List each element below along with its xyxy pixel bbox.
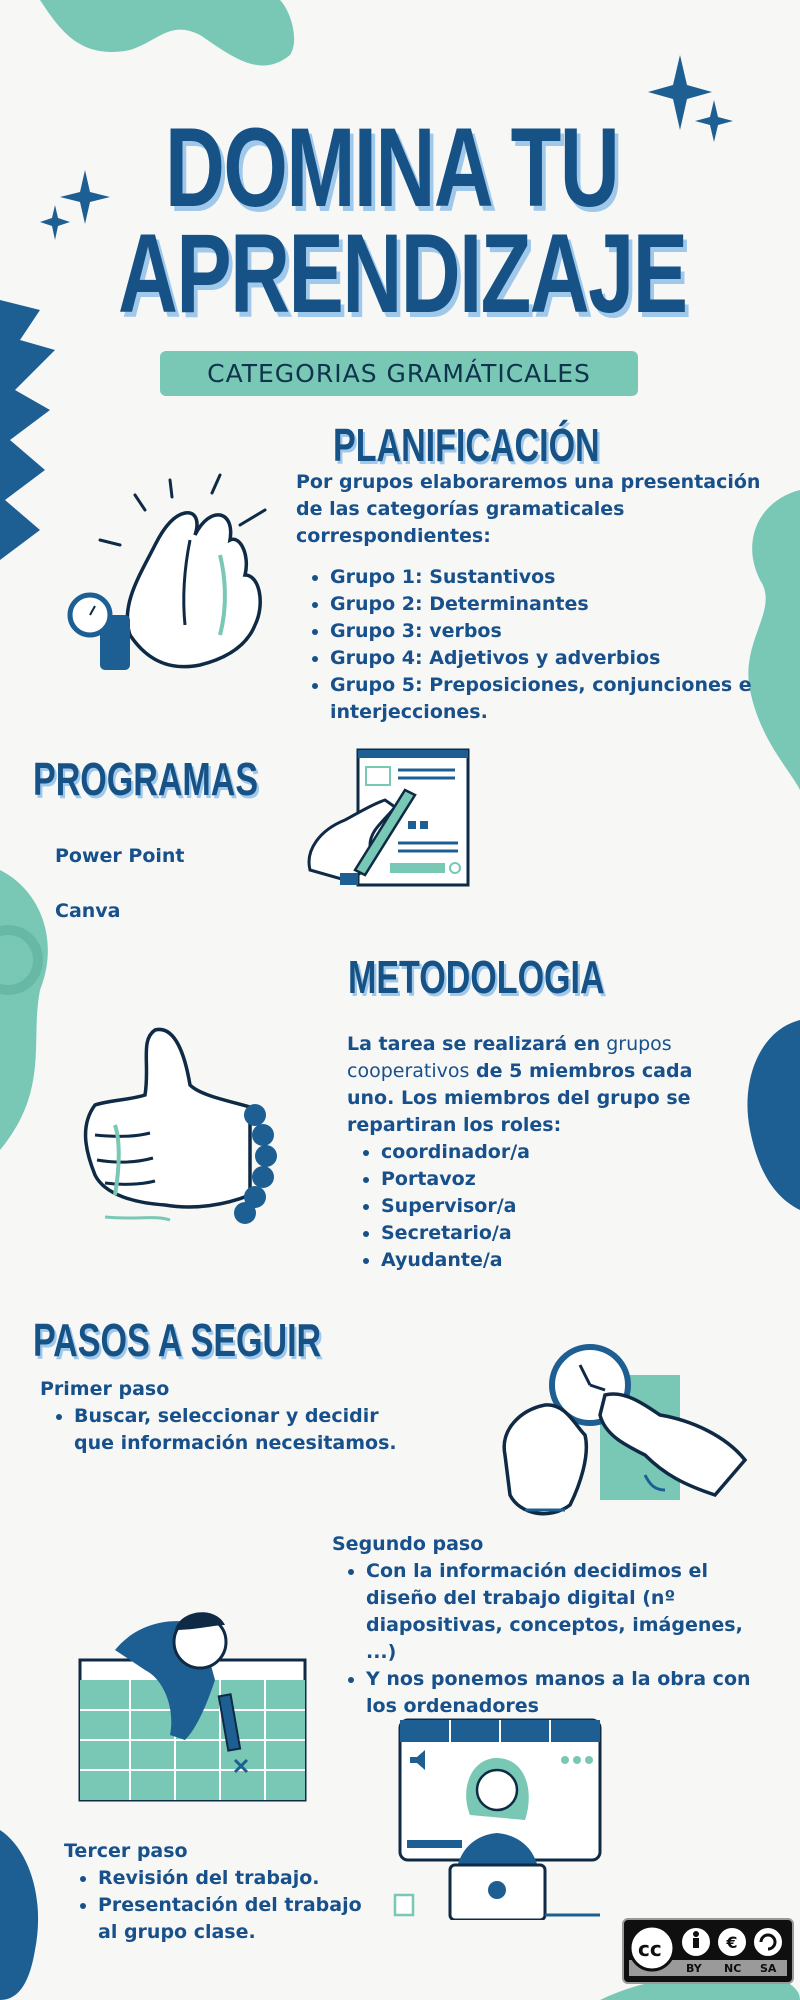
list-item: • coordinador/a: [381, 1139, 697, 1166]
thumbs-up-icon: [75, 1025, 290, 1235]
step1-label: Primer paso: [40, 1378, 170, 1400]
clock-hands-icon: [495, 1335, 750, 1525]
list-item: • Con la información decidimos el diseño del trabajo digital (nº diapositivas, conceptos, imágenes, ...): [366, 1558, 752, 1666]
page-title-line1: DOMINA TU: [165, 105, 619, 230]
right-navy-shape: [747, 1020, 800, 1210]
intro-bold-1: La tarea se realizará en: [347, 1033, 601, 1055]
step2-list: [332, 1558, 752, 1720]
list-item: • Secretario/a: [381, 1220, 697, 1247]
program-item-powerpoint: Power Point: [55, 845, 185, 867]
list-item: • Grupo 3: verbos: [330, 618, 766, 645]
list-item: • Ayudante/a: [381, 1247, 697, 1274]
top-blob: [40, 0, 294, 65]
list-item: • Y nos ponemos manos a la obra con los ordenadores: [366, 1666, 752, 1720]
program-item-canva: Canva: [55, 900, 121, 922]
list-item: • Grupo 4: Adjetivos y adverbios: [330, 645, 766, 672]
cc-sa-label: SA: [760, 1962, 777, 1975]
list-item: • Presentación del trabajo al grupo clase.: [98, 1892, 384, 1946]
step1-list: [40, 1403, 400, 1457]
step2-label: Segundo paso: [332, 1533, 484, 1555]
list-item: • Grupo 2: Determinantes: [330, 591, 766, 618]
bottom-left-navy: [0, 1830, 38, 2000]
step3-label: Tercer paso: [64, 1840, 188, 1862]
step3-block: [64, 1838, 384, 1946]
left-teal-shape: [0, 870, 48, 1150]
list-item: • Grupo 1: Sustantivos: [330, 564, 766, 591]
list-item: • Revisión del trabajo.: [98, 1865, 384, 1892]
metodologia-intro: [347, 1031, 697, 1139]
tablet-hand-icon: [300, 745, 480, 890]
list-item: • Portavoz: [381, 1166, 697, 1193]
left-jagged-shape: [0, 300, 55, 560]
video-call-icon: [385, 1715, 610, 1920]
planificacion-text: [296, 469, 766, 726]
planificacion-intro: Por grupos elaboraremos una presentación de las categorías gramaticales correspondientes:: [296, 471, 761, 547]
cc-license-badge[interactable]: [622, 1918, 794, 1984]
roles-list: [347, 1139, 697, 1274]
programas-heading: PROGRAMAS: [33, 753, 259, 805]
high-five-icon: [60, 465, 290, 685]
intro-bold-2: de 5 miembros cada uno. Los miembros del grupo se repartiran los roles:: [347, 1060, 693, 1136]
metodologia-heading: METODOLOGIA: [348, 951, 605, 1003]
step3-list: [64, 1865, 384, 1946]
cc-label: cc: [638, 1937, 662, 1961]
cc-by-label: BY: [686, 1962, 702, 1975]
spreadsheet-person-icon: [75, 1600, 310, 1805]
list-item: • Grupo 5: Preposiciones, conjunciones e interjecciones.: [330, 672, 766, 726]
svg-text:€: €: [726, 1933, 738, 1952]
planificacion-list: [296, 564, 766, 726]
intro-light: grupos cooperativos: [347, 1033, 672, 1082]
subtitle-badge: CATEGORIAS GRAMÁTICALES: [160, 351, 638, 396]
page-title-line2: APRENDIZAJE: [118, 211, 687, 336]
step2-block: [332, 1531, 752, 1720]
list-item: • Supervisor/a: [381, 1193, 697, 1220]
step1-block: [40, 1376, 400, 1457]
cc-nc-label: NC: [724, 1962, 742, 1975]
pasos-heading: PASOS A SEGUIR: [33, 1314, 322, 1366]
list-item: • Buscar, seleccionar y decidir que información necesitamos.: [74, 1403, 400, 1457]
metodologia-text: [347, 1031, 697, 1274]
planificacion-heading: PLANIFICACIÓN: [333, 419, 600, 471]
